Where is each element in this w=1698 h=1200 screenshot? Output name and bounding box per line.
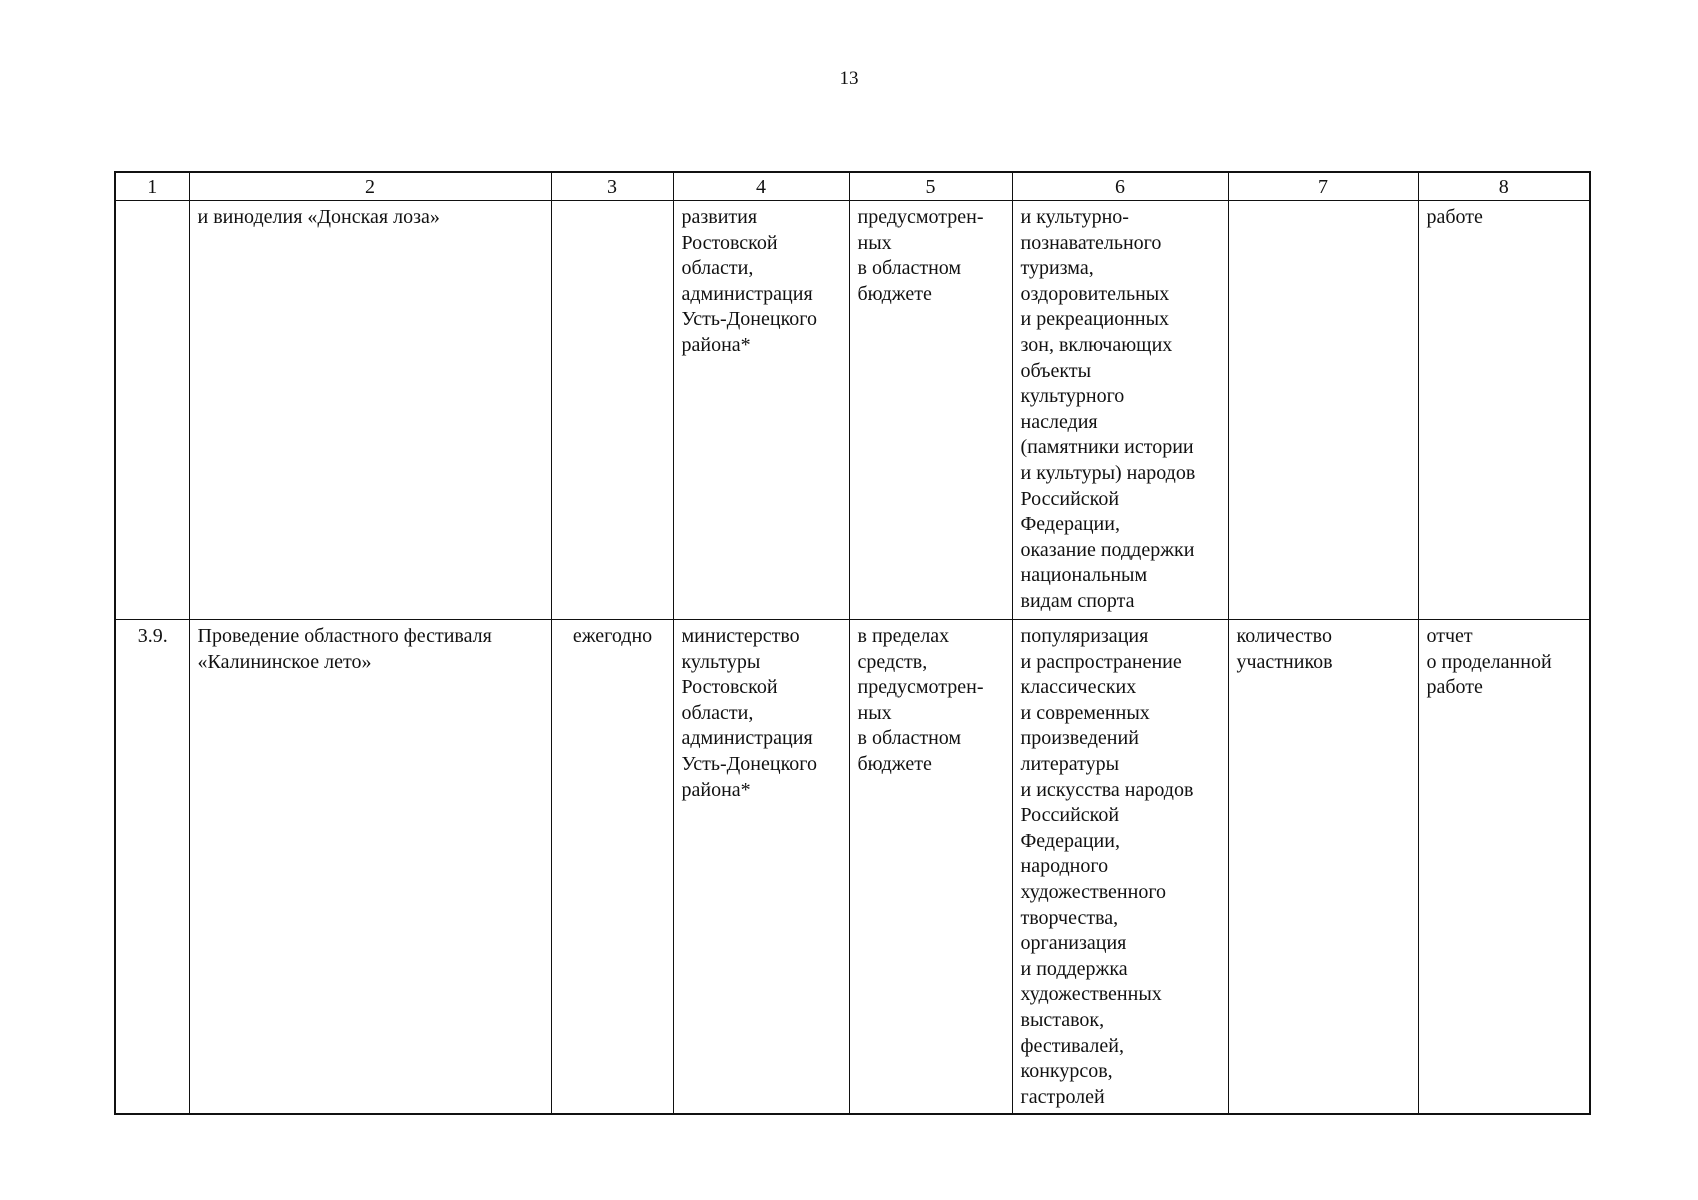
indicator-cell <box>1228 201 1418 620</box>
table-row <box>115 620 1590 1115</box>
column-header: 2 <box>189 172 551 201</box>
column-header: 1 <box>115 172 189 201</box>
indicator-cell: количество участников <box>1228 620 1418 1115</box>
column-header: 4 <box>673 172 849 201</box>
column-header: 3 <box>551 172 673 201</box>
column-header: 5 <box>849 172 1012 201</box>
item-name-cell: Проведение областного фестиваля «Калининское лето» <box>189 620 551 1115</box>
column-header: 8 <box>1418 172 1590 201</box>
plan-table <box>114 171 1591 1115</box>
item-number-cell <box>115 201 189 620</box>
item-name-cell: и виноделия «Донская лоза» <box>189 201 551 620</box>
period-cell: ежегодно <box>551 620 673 1115</box>
funding-cell: в пределах средств, предусмотрен- ных в областном бюджете <box>849 620 1012 1115</box>
report-cell: работе <box>1418 201 1590 620</box>
funding-cell: предусмотрен- ных в областном бюджете <box>849 201 1012 620</box>
table-row <box>115 201 1590 620</box>
goal-cell: и культурно- познавательного туризма, оздоровительных и рекреационных зон, включающих объекты культурного наследия (памятники истории и культуры) народов Российской Федерации, оказание поддержки национальным видам спорта <box>1012 201 1228 620</box>
period-cell <box>551 201 673 620</box>
column-header: 6 <box>1012 172 1228 201</box>
responsible-cell: министерство культуры Ростовской области, администрация Усть-Донецкого района* <box>673 620 849 1115</box>
column-number-row <box>115 172 1590 201</box>
page-number: 13 <box>839 68 859 89</box>
goal-cell: популяризация и распространение классических и современных произведений литературы и искусства народов Российской Федерации, народного художественного творчества, организация и поддержка художественных выставок, фестивалей, конкурсов, гастролей <box>1012 620 1228 1115</box>
responsible-cell: развития Ростовской области, администрация Усть-Донецкого района* <box>673 201 849 620</box>
item-number-cell: 3.9. <box>115 620 189 1115</box>
column-header: 7 <box>1228 172 1418 201</box>
report-cell: отчет о проделанной работе <box>1418 620 1590 1115</box>
